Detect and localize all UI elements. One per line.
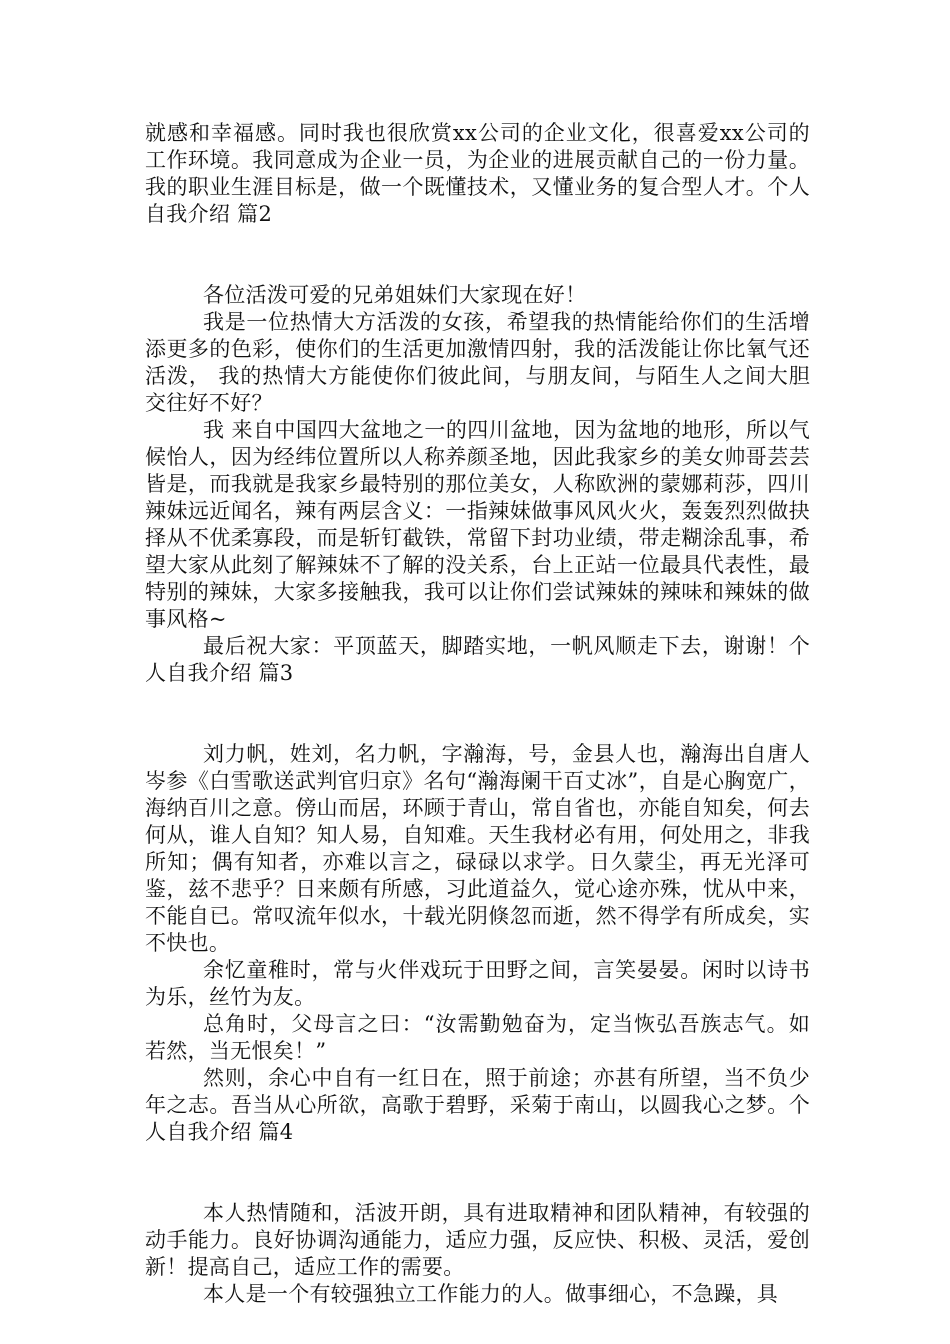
paragraph-hometown: 我 来自中国四大盆地之一的四川盆地，因为盆地的地形，所以气候怡人，因为经纬位置所以人称养颜圣地，因此我家乡的美女帅哥芸芸皆是，而我就是我家乡最特别的那位美女，人称欧洲的蒙娜莉莎，四川辣妹远近闻名，辣有两层含义：一指辣妹做事风风火火，轰轰烈烈做抉择从不优柔寡段，而是斩钉截铁，常留下封功业绩，带走糊涂乱事，希望大家从此刻了解辣妹不了解的没关系，台上正站一位最具代表性，最特别的辣妹，大家多接触我，我可以让你们尝试辣妹的辣味和辣妹的做事风格~: [145, 418, 810, 631]
section-gap: [145, 1146, 810, 1200]
document-body: [145, 120, 810, 1308]
paragraph-parents-words: 总角时，父母言之曰：“汝需勤勉奋为，定当恢弘吾族志气。如若然，当无恨矣！”: [145, 1012, 810, 1063]
paragraph-personality: 我是一位热情大方活泼的女孩，希望我的热情能给你们的生活增添更多的色彩，使你们的生活更加激情四射，我的活泼能让你比氧气还活泼， 我的热情大方能使你们彼此间，与朋友间，与陌生人之间大胆交往好不好？: [145, 310, 810, 415]
paragraph-childhood: 余忆童稚时，常与火伴戏玩于田野之间，言笑晏晏。闲时以诗书为乐，丝竹为友。: [145, 958, 810, 1009]
paragraph-name-origin: 刘力帆，姓刘，名力帆，字瀚海，号，金县人也，瀚海出自唐人岑参《白雪歌送武判官归京》名句“瀚海阑干百丈冰”，自是心胸宽广，海纳百川之意。傍山而居，环顾于青山，常自省也，亦能自知矣，何去何从，谁人自知？知人易，自知难。天生我材必有用，何处用之，非我所知；偶有知者，亦难以言之，碌碌以求学。日久蒙尘，再无光泽可鉴，兹不悲乎？日来颇有所感，习此道益久，觉心途亦殊，忧从中来，不能自已。常叹流年似水，十载光阴倏忽而逝，然不得学有所成矣，实不快也。: [145, 742, 810, 955]
paragraph-aspiration: 然则，余心中自有一红日在，照于前途；亦甚有所望，当不负少年之志。吾当从心所欲，高歌于碧野，采菊于南山，以圆我心之梦。个人自我介绍 篇4: [145, 1066, 810, 1144]
section-gap: [145, 687, 810, 741]
paragraph-closing-wish: 最后祝大家：平顶蓝天，脚踏实地，一帆风顺走下去，谢谢！个人自我介绍 篇3: [145, 634, 810, 685]
paragraph-independence: 本人是一个有较强独立工作能力的人。做事细心，不急躁，具: [203, 1282, 779, 1306]
paragraph-intro-continued: 就感和幸福感。同时我也很欣赏xx公司的企业文化，很喜爱xx公司的工作环境。我同意成为企业一员，为企业的进展贡献自己的一份力量。我的职业生涯目标是，做一个既懂技术，又懂业务的复合型人才。个人自我介绍 篇2: [145, 121, 810, 226]
section-gap: [145, 228, 810, 282]
paragraph-strengths: 本人热情随和，活波开朗，具有进取精神和团队精神，有较强的动手能力。良好协调沟通能力，适应力强，反应快、积极、灵活，爱创新！提高自己，适应工作的需要。: [145, 1201, 810, 1279]
paragraph-greeting: 各位活泼可爱的兄弟姐妹们大家现在好！: [203, 283, 587, 307]
